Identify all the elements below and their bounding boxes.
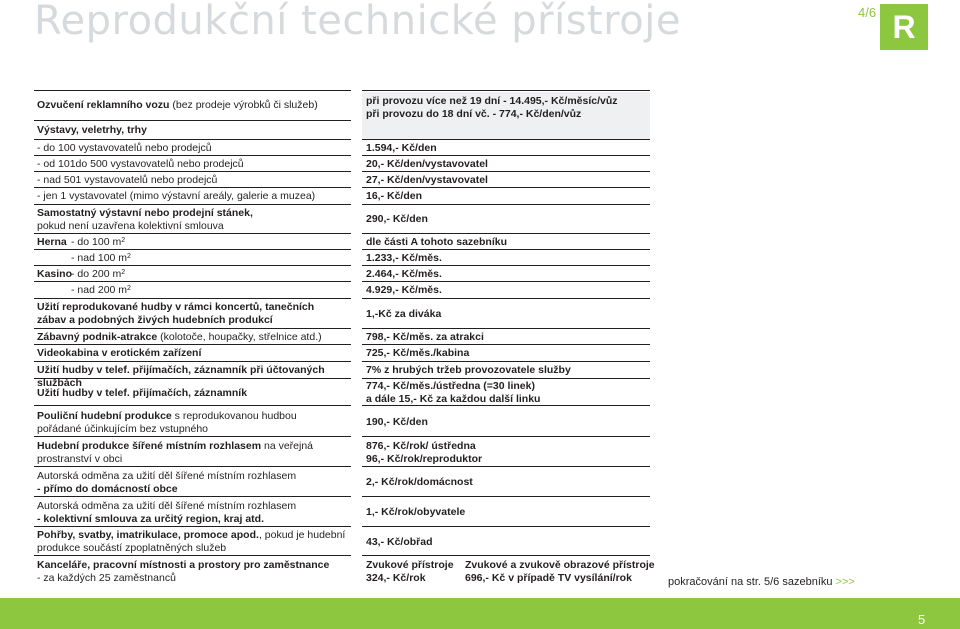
row-price bbox=[366, 380, 666, 406]
row-price: 20,- Kč/den/vystavovatel bbox=[366, 158, 488, 170]
row-heading: Výstavy, veletrhy, trhy bbox=[37, 124, 147, 136]
row-price: 1,- Kč/rok/obyvatele bbox=[366, 506, 466, 518]
row-note: prostranství v obci bbox=[37, 453, 123, 465]
right-cell-bg bbox=[362, 124, 650, 140]
row-left: - nad 501 vystavovatelů nebo prodejců bbox=[37, 174, 218, 186]
row-note: (bez prodeje výrobků či služeb) bbox=[169, 99, 318, 111]
price-line: a dále 15,- Kč za každou další linku bbox=[366, 393, 541, 405]
row-divider bbox=[362, 90, 650, 91]
row-left bbox=[37, 347, 355, 360]
row-divider bbox=[362, 466, 650, 467]
row-divider bbox=[34, 139, 351, 140]
row-divider bbox=[362, 298, 650, 299]
row-divider bbox=[34, 405, 351, 406]
row-left bbox=[37, 559, 355, 585]
continuation-text: pokračování na str. 5/6 sazebníku bbox=[668, 576, 833, 588]
row-divider bbox=[362, 204, 650, 205]
row-divider bbox=[34, 328, 351, 329]
row-left bbox=[37, 99, 355, 112]
row-price: 725,- Kč/měs./kabina bbox=[366, 347, 470, 359]
row-heading: Herna bbox=[37, 236, 67, 248]
row-price: 7% z hrubých tržeb provozovatele služby bbox=[366, 364, 571, 376]
row-left bbox=[37, 500, 355, 526]
price-line: 696,- Kč v případě TV vysílání/rok bbox=[465, 572, 632, 584]
row-divider bbox=[34, 344, 351, 345]
row-divider bbox=[362, 361, 650, 362]
row-divider bbox=[362, 436, 650, 437]
row-divider bbox=[362, 344, 650, 345]
row-divider bbox=[34, 436, 351, 437]
price-line: 96,- Kč/rok/reproduktor bbox=[366, 453, 483, 465]
row-note: pořádané účinkujícím bez vstupného bbox=[37, 423, 209, 435]
row-price: dle části A tohoto sazebníku bbox=[366, 236, 507, 248]
sound-devices-price bbox=[366, 559, 461, 585]
row-left: - od 101do 500 vystavovatelů nebo prodejců bbox=[37, 158, 244, 170]
row-note: - do 100 m bbox=[71, 236, 122, 248]
row-price: 190,- Kč/den bbox=[366, 416, 428, 428]
row-note: - nad 100 m bbox=[71, 252, 128, 264]
row-price: 4.929,- Kč/měs. bbox=[366, 284, 442, 296]
row-divider bbox=[362, 328, 650, 329]
arrows-icon: >>> bbox=[835, 576, 855, 588]
row-price: 1.233,- Kč/měs. bbox=[366, 252, 442, 264]
section-badge: R bbox=[880, 4, 928, 50]
row-divider bbox=[34, 90, 351, 91]
row-left: - jen 1 vystavovatel (mimo výstavní areály, galerie a muzea) bbox=[37, 190, 316, 202]
row-left bbox=[37, 284, 355, 297]
audiovisual-devices-price bbox=[465, 559, 655, 585]
row-divider bbox=[362, 171, 650, 172]
row-heading: Užití reprodukované hudby v rámci koncertů, tanečních bbox=[37, 301, 315, 313]
price-line: Zvukové a zvukově obrazové přístroje bbox=[465, 559, 655, 571]
row-price: 43,- Kč/obřad bbox=[366, 536, 433, 548]
row-divider bbox=[362, 233, 650, 234]
row-left bbox=[37, 331, 355, 344]
row-left bbox=[37, 268, 355, 281]
row-price: 290,- Kč/den bbox=[366, 213, 428, 225]
row-divider bbox=[34, 233, 351, 234]
row-left bbox=[37, 207, 355, 233]
superscript: 2 bbox=[121, 269, 126, 276]
footer-bar bbox=[0, 598, 960, 629]
row-heading: Užití hudby v telef. přijímačích, záznamník bbox=[37, 387, 248, 399]
row-left bbox=[37, 410, 355, 436]
row-divider bbox=[362, 139, 650, 140]
row-note: na veřejná bbox=[261, 440, 314, 452]
row-note: pokud není uzavřena kolektivní smlouva bbox=[37, 220, 224, 232]
row-divider bbox=[34, 361, 351, 362]
row-left bbox=[37, 387, 355, 400]
row-price: 2.464,- Kč/měs. bbox=[366, 268, 442, 280]
row-divider bbox=[34, 281, 351, 282]
superscript: 2 bbox=[127, 285, 131, 292]
row-divider bbox=[34, 496, 351, 497]
page-title: Reprodukční technické přístroje bbox=[34, 0, 682, 44]
row-note: (kolotoče, houpačky, střelnice atd.) bbox=[157, 331, 322, 343]
row-price: 2,- Kč/rok/domácnost bbox=[366, 476, 473, 488]
row-divider bbox=[34, 466, 351, 467]
row-divider bbox=[34, 526, 351, 527]
price-line: 774,- Kč/měs./ústředna (=30 linek) bbox=[366, 380, 535, 392]
row-heading: Užití hudby v telef. přijímačích, záznamník při účtovaných službách bbox=[37, 364, 325, 389]
row-heading: Zábavný podnik-atrakce bbox=[37, 331, 158, 343]
row-heading: Samostatný výstavní nebo prodejní stánek, bbox=[37, 207, 253, 219]
row-note: , pokud je hudební bbox=[258, 529, 346, 541]
row-divider bbox=[34, 204, 351, 205]
price-line: při provozu do 18 dní vč. - 774,- Kč/den/vůz bbox=[366, 108, 582, 120]
row-divider bbox=[362, 265, 650, 266]
row-divider bbox=[362, 555, 650, 556]
row-note: s reprodukovanou hudbou bbox=[171, 410, 297, 422]
row-heading: - kolektivní smlouva za určitý region, kraj atd. bbox=[37, 513, 264, 525]
price-line: Zvukové přístroje bbox=[366, 559, 454, 571]
row-note: - nad 200 m bbox=[71, 284, 128, 296]
row-divider bbox=[34, 265, 351, 266]
price-line: 876,- Kč/rok/ ústředna bbox=[366, 440, 476, 452]
row-left bbox=[37, 440, 355, 466]
row-left bbox=[37, 236, 355, 249]
row-price: 16,- Kč/den bbox=[366, 190, 423, 202]
row-divider bbox=[362, 155, 650, 156]
row-price: 27,- Kč/den/vystavovatel bbox=[366, 174, 488, 186]
page-counter: 4/6 bbox=[858, 5, 877, 20]
row-divider bbox=[34, 171, 351, 172]
row-price bbox=[366, 95, 666, 121]
row-divider bbox=[362, 496, 650, 497]
price-line: při provozu více než 19 dní - 14.495,- Kč/měsíc/vůz bbox=[366, 95, 618, 107]
row-divider bbox=[362, 187, 650, 188]
row-heading: Pohřby, svatby, imatrikulace, promoce apod. bbox=[37, 529, 259, 541]
row-divider bbox=[34, 120, 351, 121]
row-price: 798,- Kč/měs. za atrakci bbox=[366, 331, 484, 343]
row-heading: zábav a podobných živých hudebních produkcí bbox=[37, 314, 273, 326]
row-divider bbox=[34, 555, 351, 556]
row-note: produkce součástí zpoplatněných služeb bbox=[37, 542, 227, 554]
row-note: Autorská odměna za užití děl šířené místním rozhlasem bbox=[37, 500, 297, 512]
price-line: 324,- Kč/rok bbox=[366, 572, 426, 584]
row-price: 1.594,- Kč/den bbox=[366, 142, 437, 154]
row-heading: Kanceláře, pracovní místnosti a prostory pro zaměstnance bbox=[37, 559, 330, 571]
row-price: 1,-Kč za diváka bbox=[366, 308, 442, 320]
row-divider bbox=[34, 298, 351, 299]
continuation-note bbox=[668, 576, 855, 588]
row-divider bbox=[34, 249, 351, 250]
row-heading: Hudební produkce šířené místním rozhlasem bbox=[37, 440, 262, 452]
row-left bbox=[37, 124, 355, 137]
row-divider bbox=[362, 378, 650, 379]
row-heading: Kasino bbox=[37, 268, 73, 280]
row-price bbox=[366, 440, 666, 466]
row-divider bbox=[362, 281, 650, 282]
row-divider bbox=[362, 249, 650, 250]
row-divider bbox=[362, 526, 650, 527]
superscript: 2 bbox=[127, 253, 131, 260]
row-note: - do 200 m bbox=[71, 268, 122, 280]
row-heading: Pouliční hudební produkce bbox=[37, 410, 172, 422]
row-left bbox=[37, 301, 355, 327]
row-note: - za každých 25 zaměstnanců bbox=[37, 572, 176, 584]
row-left bbox=[37, 470, 355, 496]
row-divider bbox=[34, 155, 351, 156]
row-heading: Ozvučení reklamního vozu bbox=[37, 99, 170, 111]
row-left bbox=[37, 252, 355, 265]
row-note: Autorská odměna za užití děl šířené místním rozhlasem bbox=[37, 470, 297, 482]
row-left: - do 100 vystavovatelů nebo prodejců bbox=[37, 142, 212, 154]
row-heading: Videokabina v erotickém zařízení bbox=[37, 347, 202, 359]
page-number: 5 bbox=[918, 612, 926, 627]
row-left bbox=[37, 529, 355, 555]
superscript: 2 bbox=[121, 237, 126, 244]
row-heading: - přímo do domácností obce bbox=[37, 483, 178, 495]
row-divider bbox=[34, 187, 351, 188]
